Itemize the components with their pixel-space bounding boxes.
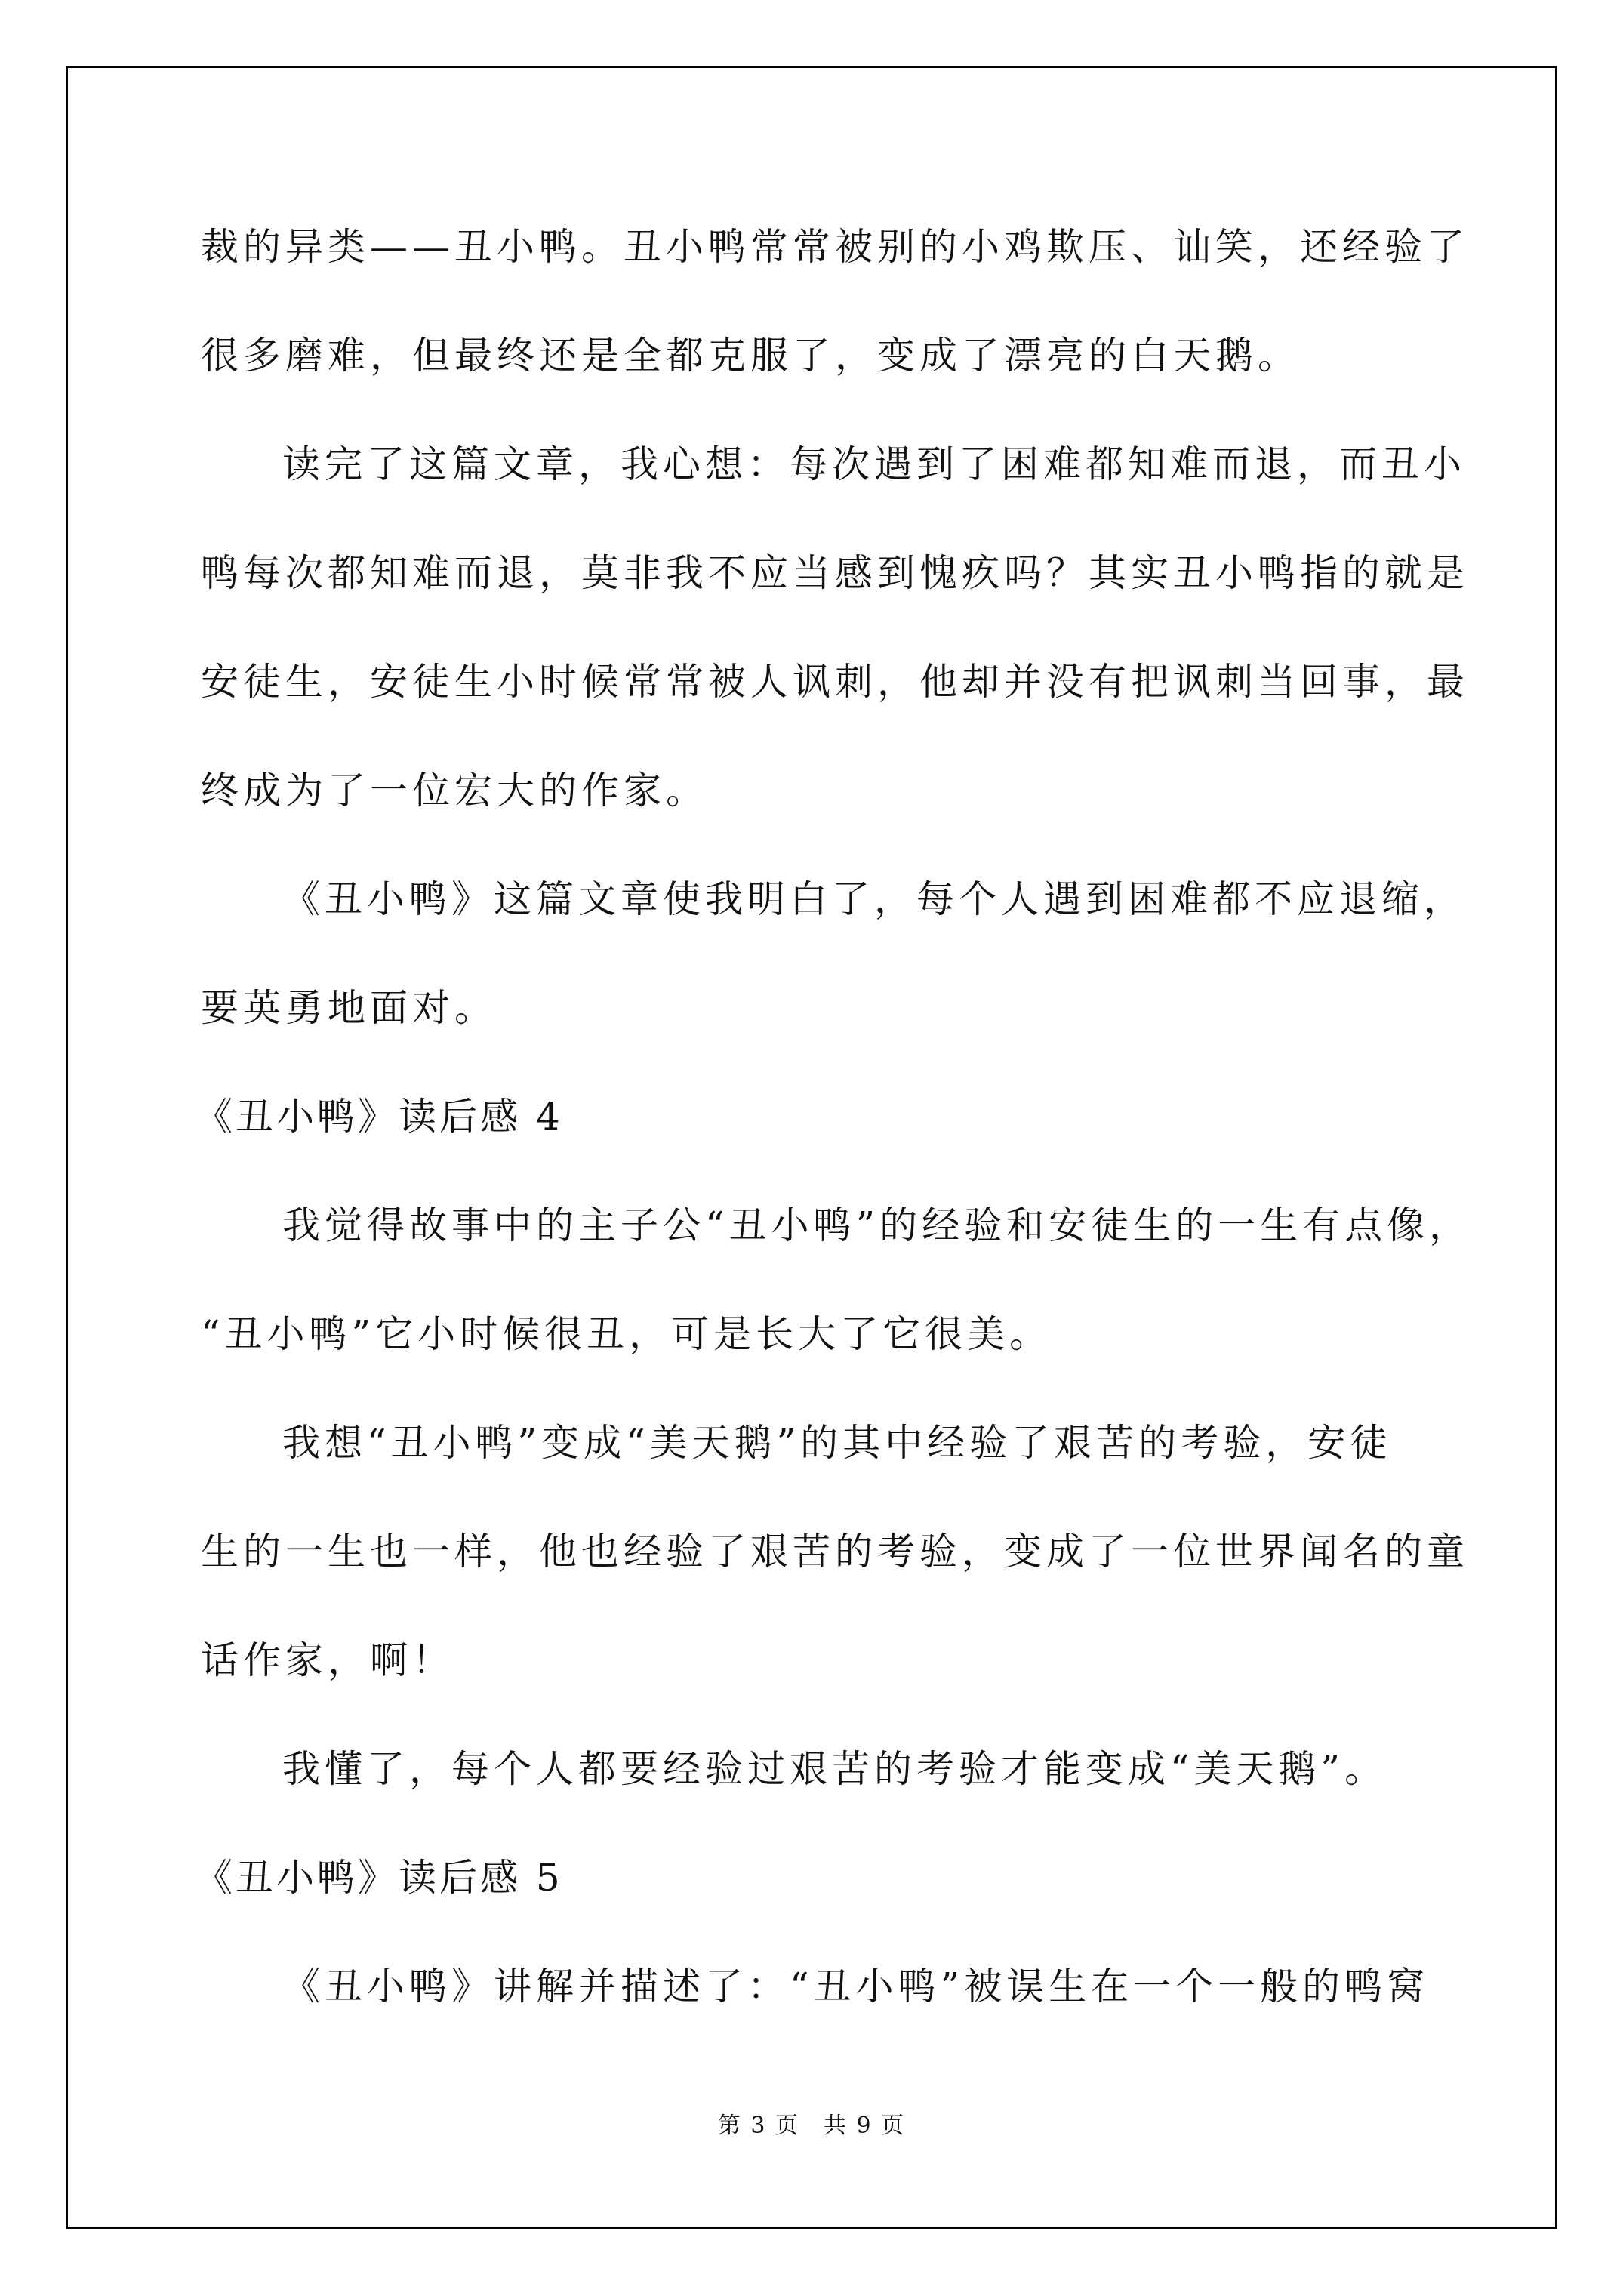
paragraph-start: 我想“丑小鸭”变成“美天鹅”的其中经验了艰苦的考验，安徒 bbox=[282, 1421, 1393, 1465]
text-line: 很多磨难，但最终还是全都克服了，变成了漂亮的白天鹅。 bbox=[201, 334, 1300, 378]
text-line: 裁的异类——丑小鸭。丑小鸭常常被别的小鸡欺压、讪笑，还经验了 bbox=[201, 225, 1469, 269]
text-line: 生的一生也一样，他也经验了艰苦的考验，变成了一位世界闻名的童 bbox=[201, 1530, 1469, 1573]
paragraph-start: 《丑小鸭》讲解并描述了：“丑小鸭”被误生在一个一般的鸭窝 bbox=[282, 1965, 1430, 2008]
text-line: 鸭每次都知难而退，莫非我不应当感到愧疚吗？其实丑小鸭指的就是 bbox=[201, 551, 1469, 595]
page-number: 第 3 页 共 9 页 bbox=[717, 2113, 906, 2139]
text-line: 要英勇地面对。 bbox=[201, 986, 497, 1030]
text-line: 终成为了一位宏大的作家。 bbox=[201, 769, 708, 812]
paragraph-start: 读完了这篇文章，我心想：每次遇到了困难都知难而退，而丑小 bbox=[282, 442, 1466, 486]
text-line: “丑小鸭”它小时候很丑，可是长大了它很美。 bbox=[201, 1312, 1052, 1356]
document-body bbox=[195, 219, 1484, 2067]
paragraph-start: 《丑小鸭》这篇文章使我明白了，每个人遇到困难都不应退缩， bbox=[282, 877, 1466, 921]
section-heading: 《丑小鸭》读后感 4 bbox=[195, 1095, 563, 1139]
text-line: 话作家，啊！ bbox=[201, 1638, 454, 1682]
paragraph-start: 我懂了，每个人都要经验过艰苦的考验才能变成“美天鹅”。 bbox=[282, 1747, 1387, 1791]
section-heading: 《丑小鸭》读后感 5 bbox=[195, 1856, 563, 1900]
text-line: 安徒生，安徒生小时候常常被人讽刺，他却并没有把讽刺当回事，最 bbox=[201, 660, 1469, 704]
paragraph-start: 我觉得故事中的主子公“丑小鸭”的经验和安徒生的一生有点像， bbox=[282, 1203, 1472, 1247]
